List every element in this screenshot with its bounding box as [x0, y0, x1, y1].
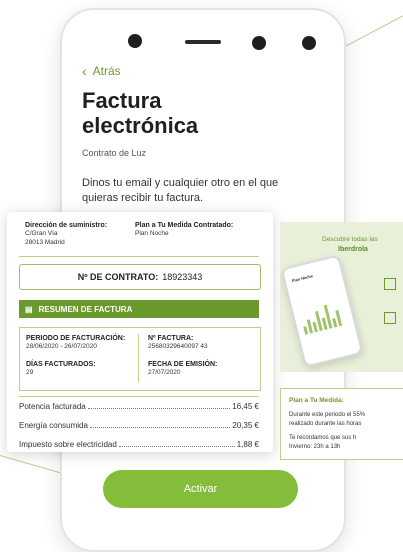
front-camera-icon: [128, 34, 142, 48]
billing-period-value: 28/06/2020 - 26/07/2020: [26, 343, 97, 350]
sensor-icon: [302, 36, 316, 50]
summary-label: RESUMEN DE FACTURA: [38, 304, 133, 314]
line-name: Impuesto sobre electricidad: [19, 440, 117, 449]
contract-number: 18923343: [162, 272, 203, 282]
page-description: Dinos tu email y cualquier otro en el que quieras recibir tu factura.: [82, 177, 279, 204]
activate-button[interactable]: Activar: [103, 470, 298, 508]
supply-address-line2: 28013 Madrid: [25, 239, 65, 246]
page-title: Factura electrónica: [82, 88, 199, 138]
dot-leader: [88, 408, 231, 409]
dot-leader: [119, 446, 235, 447]
plan-value: Plan Noche: [135, 230, 169, 237]
dot-leader: [90, 427, 230, 428]
days-billed-value: 29: [26, 369, 34, 376]
promo-brand: Iberdrola: [338, 246, 368, 253]
plan-label: Plan a Tu Medida Contratado:: [135, 222, 234, 229]
invoice-line: [19, 421, 259, 430]
sensor-icon: [252, 36, 266, 50]
chevron-left-icon: ‹: [82, 63, 87, 79]
document-icon: ▤: [25, 304, 33, 314]
divider: [19, 396, 259, 397]
days-billed-label: DÍAS FACTURADOS:: [26, 361, 96, 368]
invoice-line: [19, 440, 259, 449]
plan-info-title: Plan a Tu Medida:: [289, 397, 344, 404]
plan-info-text: [289, 411, 403, 452]
app-preview-bar: [303, 326, 308, 334]
line-amount: 1,88 €: [236, 440, 259, 449]
page-subtitle: Contrato de Luz: [82, 148, 147, 158]
summary-header: [19, 300, 259, 318]
invoice-line: [19, 402, 259, 411]
invoice-details-box: [19, 327, 261, 391]
contract-number-box: [19, 264, 261, 290]
plan-info-line: Durante este periodo el 55%: [289, 412, 366, 418]
back-label: Atrás: [92, 64, 121, 78]
billing-period-label: PERIODO DE FACTURACIÓN:: [26, 335, 126, 342]
line-amount: 20,35 €: [232, 421, 259, 430]
app-preview-phone: [281, 254, 364, 367]
issue-date-value: 27/07/2020: [148, 369, 181, 376]
speaker-grille: [185, 40, 221, 44]
chart-icon: [384, 278, 396, 290]
invoice-number-value: 25680329640097 43: [148, 343, 208, 350]
supply-address-line1: C/Gran Vía: [25, 230, 58, 237]
line-name: Energía consumida: [19, 421, 88, 430]
plan-info-line: Invierno: 23h a 13h: [289, 444, 341, 450]
issue-date-label: FECHA DE EMISIÓN:: [148, 361, 218, 368]
app-preview-bar: [332, 318, 337, 327]
back-link[interactable]: [82, 64, 121, 78]
app-promo-panel: [280, 222, 403, 372]
promo-text: Descubre todas las: [322, 236, 378, 243]
line-name: Potencia facturada: [19, 402, 86, 411]
plan-info-line: realizado durante las horas: [289, 421, 362, 427]
contract-label: Nº DE CONTRATO:: [77, 272, 159, 282]
settings-icon: [384, 312, 396, 324]
line-amount: 16,45 €: [232, 402, 259, 411]
invoice-number-label: Nº FACTURA:: [148, 335, 194, 342]
app-preview-title: Plan Noche: [291, 273, 314, 284]
supply-address-label: Dirección de suministro:: [25, 222, 108, 229]
divider: [19, 256, 259, 257]
plan-info-line: Te recordamos que sus h: [289, 435, 357, 441]
plan-info-card: [280, 388, 403, 460]
divider: [138, 334, 139, 382]
invoice-card: [7, 212, 273, 452]
